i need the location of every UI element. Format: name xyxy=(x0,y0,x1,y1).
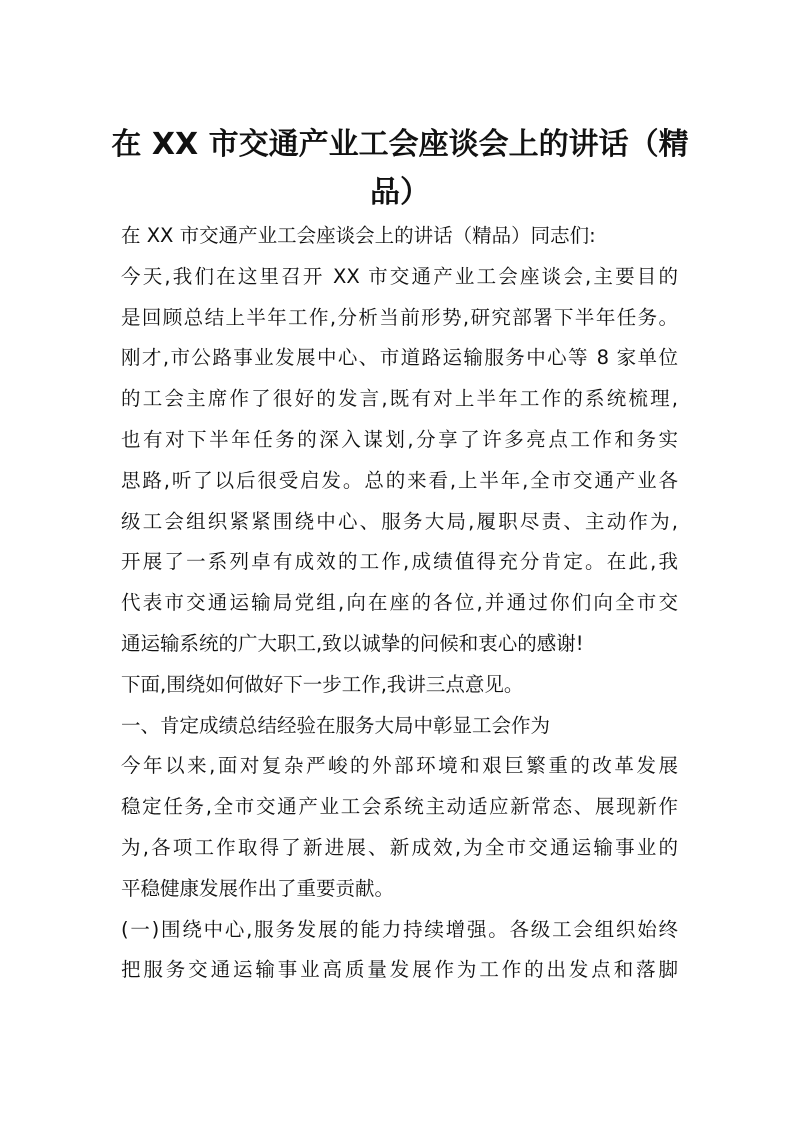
text-line: 平稳健康发展作出了重要贡献。 xyxy=(121,876,395,900)
text-line: 把服务交通运输事业高质量发展作为工作的出发点和落脚 xyxy=(121,958,678,982)
document-body xyxy=(121,216,678,991)
text-line: 刚才,市公路事业发展中心、市道路运输服务中心等 8 家单位 xyxy=(121,346,678,370)
text-line: (一)围绕中心,服务发展的能力持续增强。各级工会组织始终 xyxy=(121,917,678,941)
text-line: 通运输系统的广大职工,致以诚挚的问候和衷心的感谢! xyxy=(121,631,584,655)
text-line: 代表市交通运输局党组,向在座的各位,并通过你们向全市交 xyxy=(121,591,678,615)
text-line: 思路,听了以后很受启发。总的来看,上半年,全市交通产业各 xyxy=(121,468,678,492)
text-line: 今年以来,面对复杂严峻的外部环境和艰巨繁重的改革发展 xyxy=(121,754,678,778)
text-line: 为,各项工作取得了新进展、新成效,为全市交通运输事业的 xyxy=(121,835,678,859)
document-title xyxy=(110,121,690,217)
text-line: 是回顾总结上半年工作,分析当前形势,研究部署下半年任务。 xyxy=(121,305,678,329)
text-line: 的工会主席作了很好的发言,既有对上半年工作的系统梳理, xyxy=(121,387,678,411)
text-line: 下面,围绕如何做好下一步工作,我讲三点意见。 xyxy=(121,672,524,696)
text-line: 稳定任务,全市交通产业工会系统主动适应新常态、展现新作 xyxy=(121,795,678,819)
text-line: 也有对下半年任务的深入谋划,分享了许多亮点工作和务实 xyxy=(121,427,678,451)
text-line: 在 XX 市交通产业工会座谈会上的讲话（精品）同志们: xyxy=(121,224,596,247)
text-line: 一、肯定成绩总结经验在服务大局中彰显工会作为 xyxy=(121,713,551,737)
text-line: 今天,我们在这里召开 XX 市交通产业工会座谈会,主要目的 xyxy=(121,264,678,288)
text-line: 级工会组织紧紧围绕中心、服务大局,履职尽责、主动作为, xyxy=(121,509,678,533)
title-line-1: 在 XX 市交通产业工会座谈会上的讲话（精 xyxy=(111,127,689,162)
text-line: 开展了一系列卓有成效的工作,成绩值得充分肯定。在此,我 xyxy=(121,550,678,574)
title-line-2: 品） xyxy=(370,175,430,210)
